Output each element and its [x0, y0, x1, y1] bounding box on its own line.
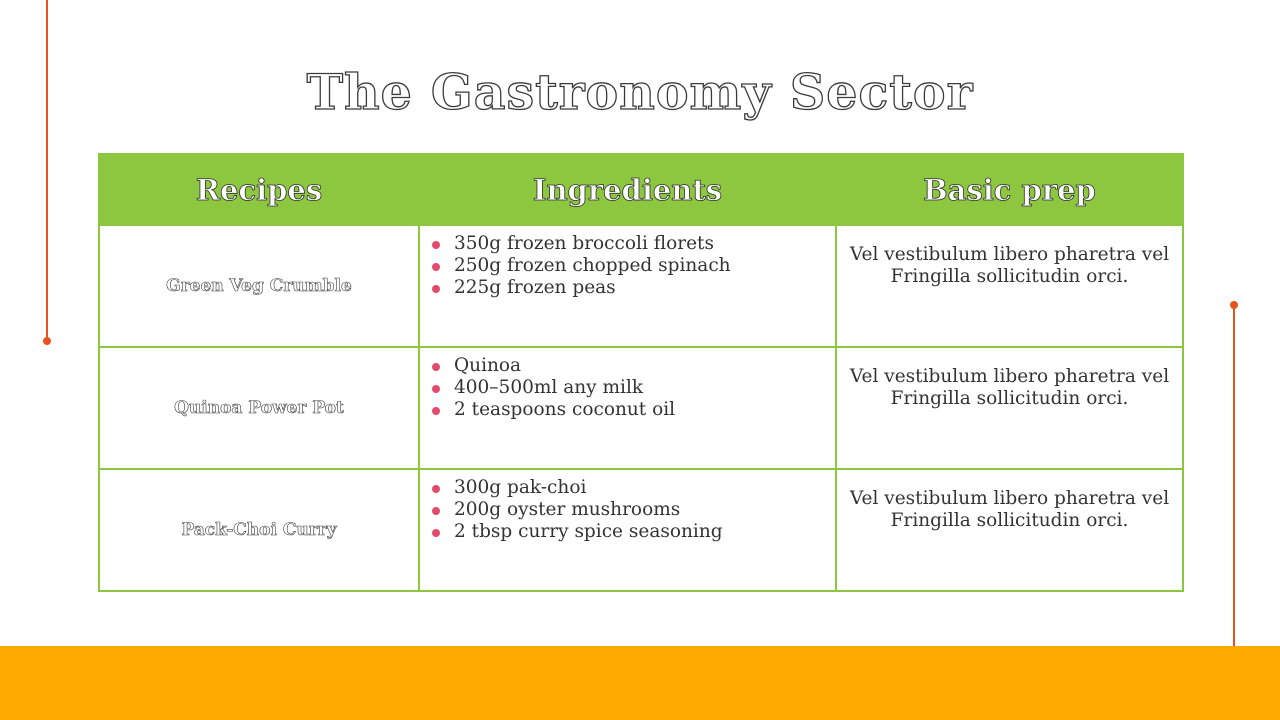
page-title: The Gastronomy Sector [306, 63, 974, 121]
recipes-table [98, 153, 1184, 592]
table-row [99, 347, 1183, 469]
recipe-cell [99, 225, 419, 347]
prep-line: Vel vestibulum libero pharetra vel [849, 244, 1170, 265]
decorative-dot-left [43, 337, 51, 345]
ingredient-item: Quinoa [454, 355, 835, 377]
ingredient-item: 350g frozen broccoli florets [454, 233, 835, 255]
ingredients-list [420, 355, 835, 421]
ingredient-item: 225g frozen peas [454, 277, 835, 299]
prep-line: Fringilla sollicitudin orci. [890, 266, 1129, 287]
table-row [99, 225, 1183, 347]
prep-text [837, 244, 1182, 288]
ingredient-item: 2 teaspoons coconut oil [454, 399, 835, 421]
recipe-name: Pack-Choi Curry [181, 520, 337, 540]
recipe-name: Green Veg Crumble [166, 276, 352, 296]
ingredients-list [420, 233, 835, 299]
prep-line: Vel vestibulum libero pharetra vel [849, 366, 1170, 387]
ingredients-cell [419, 469, 836, 591]
column-header-basic-prep: Basic prep [836, 154, 1183, 225]
prep-cell [836, 225, 1183, 347]
ingredients-cell [419, 347, 836, 469]
column-header-ingredients: Ingredients [419, 154, 836, 225]
decorative-line-left [46, 0, 48, 341]
ingredient-item: 250g frozen chopped spinach [454, 255, 835, 277]
prep-line: Fringilla sollicitudin orci. [890, 388, 1129, 409]
ingredient-item: 400–500ml any milk [454, 377, 835, 399]
ingredients-cell [419, 225, 836, 347]
footer-band [0, 646, 1280, 720]
decorative-line-right [1233, 305, 1235, 647]
ingredients-list [420, 477, 835, 543]
table-row [99, 469, 1183, 591]
prep-text [837, 488, 1182, 532]
recipe-cell [99, 469, 419, 591]
prep-line: Fringilla sollicitudin orci. [890, 510, 1129, 531]
ingredient-item: 2 tbsp curry spice seasoning [454, 521, 835, 543]
decorative-dot-right [1230, 301, 1238, 309]
prep-text [837, 366, 1182, 410]
ingredient-item: 200g oyster mushrooms [454, 499, 835, 521]
prep-cell [836, 469, 1183, 591]
prep-cell [836, 347, 1183, 469]
prep-line: Vel vestibulum libero pharetra vel [849, 488, 1170, 509]
ingredient-item: 300g pak-choi [454, 477, 835, 499]
recipe-name: Quinoa Power Pot [174, 398, 344, 418]
recipe-cell [99, 347, 419, 469]
column-header-recipes: Recipes [99, 154, 419, 225]
table-header-row [99, 154, 1183, 225]
